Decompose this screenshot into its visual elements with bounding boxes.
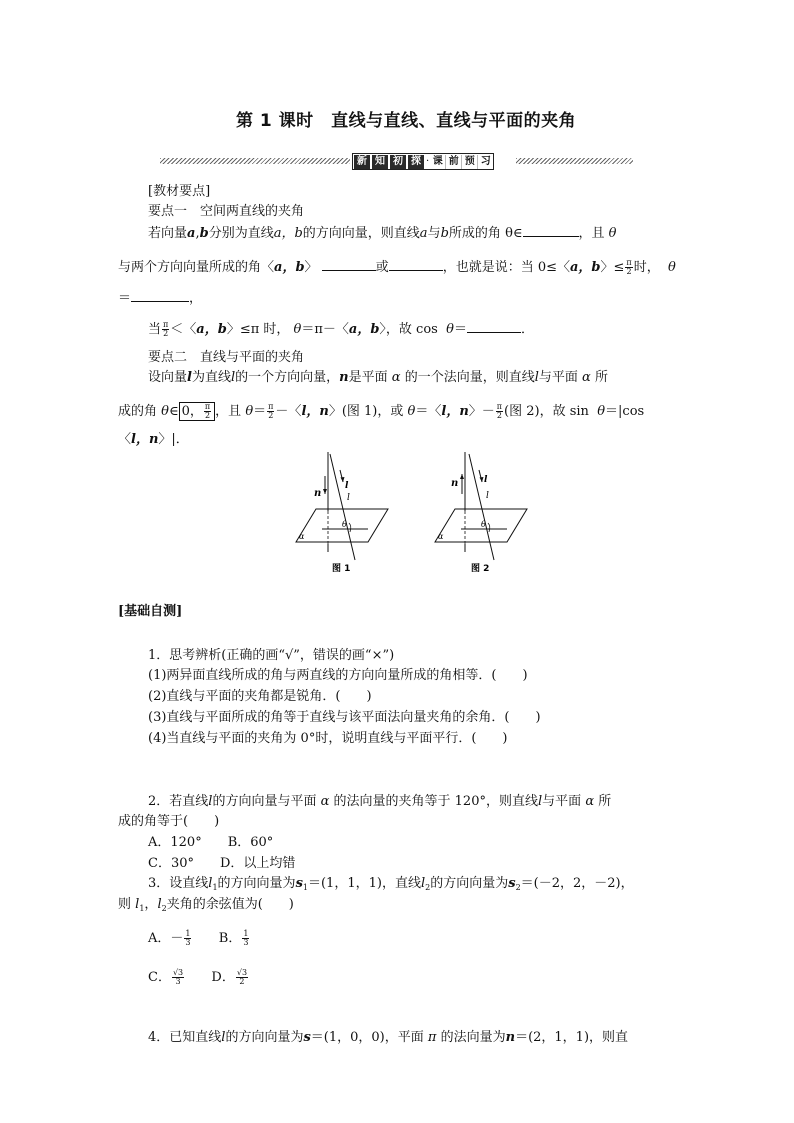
figure-label-alpha: α bbox=[438, 532, 444, 541]
banner-char: 知 bbox=[372, 155, 388, 169]
section-heading: [教材要点] bbox=[148, 184, 211, 199]
page-title: 第 1 课时 直线与直线、直线与平面的夹角 bbox=[236, 111, 577, 131]
para-line: 设向量l为直线l的一个方向向量，n是平面 α 的一个法向量，则直线l与平面 α 所 bbox=[148, 370, 608, 385]
banner-char: 预 bbox=[462, 155, 478, 169]
fill-blank[interactable] bbox=[523, 224, 579, 237]
banner-char: 课 bbox=[430, 155, 446, 169]
para-line: 当 $\frac{\pi}{2}$ ＜〈a，b〉≤π 时， θ＝π－〈a，b〉，故 cos θ＝ ． bbox=[148, 320, 534, 338]
question-3-options: C． $\frac{√3}{3}$ D． $\frac{√3}{2}$ bbox=[148, 968, 248, 986]
banner-char: 新 bbox=[354, 155, 370, 169]
para-line: ＝ ， bbox=[118, 291, 203, 306]
figure-label-l: l bbox=[345, 481, 349, 491]
question-1-item: (4)当直线与平面的夹角为 0°时，说明直线与平面平行．( ) bbox=[148, 731, 508, 746]
fill-blank[interactable] bbox=[389, 258, 443, 271]
question-2-cont: 成的角等于( ) bbox=[118, 814, 220, 829]
banner-hatch-left bbox=[160, 158, 350, 164]
fill-blank[interactable] bbox=[467, 320, 521, 333]
banner-hatch-right bbox=[516, 158, 633, 164]
figure-caption: 图 1 bbox=[332, 564, 351, 574]
banner-char: 前 bbox=[446, 155, 462, 169]
figure-1 bbox=[292, 450, 392, 576]
question-3-options: A．－ $\frac{1}{3}$ B． $\frac{1}{3}$ bbox=[148, 929, 249, 947]
figure-label-alpha: α bbox=[299, 532, 305, 541]
fill-blank[interactable] bbox=[131, 289, 189, 302]
fraction-1-3: $\frac{1}{3}$ bbox=[243, 929, 249, 947]
question-2-options: C．30° D．以上均错 bbox=[148, 856, 296, 871]
banner-dot: · bbox=[426, 156, 430, 167]
para-line: 成的角 θ∈ 0， $\frac{\pi}{2}$ ，且 θ＝ $\frac{\pi}{2}$ －〈l，n〉(图 1)，或 θ＝〈l，n〉－ $\frac{\pi}{2}$ (图 2)，故 sin θ＝|cos bbox=[118, 402, 645, 420]
point-one-title: 要点一 空间两直线的夹角 bbox=[148, 204, 305, 219]
para-line: 〈l，n〉|． bbox=[118, 432, 189, 447]
figure-label-theta: θ bbox=[481, 520, 486, 529]
fraction-sqrt3-3: $\frac{√3}{3}$ bbox=[172, 968, 184, 986]
figure-label-theta: θ bbox=[342, 520, 347, 529]
question-1-item: (1)两异面直线所成的角与两直线的方向向量所成的角相等．( ) bbox=[148, 668, 528, 683]
figure-label-n: n bbox=[451, 478, 459, 489]
fraction-sqrt3-2: $\frac{√3}{2}$ bbox=[236, 968, 248, 986]
section-heading: [基础自测] bbox=[118, 604, 183, 619]
fill-blank[interactable] bbox=[322, 258, 376, 271]
figure-caption: 图 2 bbox=[471, 564, 490, 574]
question-4: 4．已知直线l的方向向量为s＝(1，0，0)，平面 π 的法向量为n＝(2，1，1)，则直 bbox=[148, 1030, 629, 1045]
banner-char: 初 bbox=[390, 155, 406, 169]
para-line: 与两个方向向量所成的角〈a，b〉 或 ，也就是说：当 0≤〈a，b〉≤ $\frac{\pi}{2}$ 时， θ bbox=[118, 258, 676, 276]
closed-interval: 0， $\frac{\pi}{2}$ bbox=[179, 402, 216, 421]
figure-label-l: l bbox=[347, 493, 350, 503]
point-two-title: 要点二 直线与平面的夹角 bbox=[148, 350, 305, 365]
figure-label-n: n bbox=[314, 488, 322, 499]
para-line: 若向量a,b分别为直线a，b的方向向量，则直线a与b所成的角 θ∈ ，且 θ bbox=[148, 226, 617, 241]
question-1-item: (2)直线与平面的夹角都是锐角．( ) bbox=[148, 689, 372, 704]
section-banner bbox=[352, 153, 494, 170]
fraction-1-3: $\frac{1}{3}$ bbox=[185, 929, 191, 947]
question-2: 2．若直线l的方向向量与平面 α 的法向量的夹角等于 120°，则直线l与平面 α 所 bbox=[148, 794, 612, 809]
figure-2 bbox=[431, 450, 531, 576]
figure-label-l: l bbox=[484, 475, 488, 485]
question-3: 3．设直线$l_1$的方向向量为$s_1=(1$，1，1)，直线$l_2$的方向向量为$s_2=(-2$，2，－2)， bbox=[148, 876, 634, 892]
fraction-pi-over-2: $\frac{\pi}{2}$ bbox=[163, 320, 169, 338]
question-2-options: A．120° B．60° bbox=[148, 835, 274, 850]
question-1-item: (3)直线与平面所成的角等于直线与该平面法向量夹角的余角．( ) bbox=[148, 710, 541, 725]
banner-char: 探 bbox=[408, 155, 424, 169]
banner-char: 习 bbox=[480, 155, 491, 167]
question-3-cont: 则 $l_1$，$l_2$夹角的余弦值为( ) bbox=[118, 897, 294, 913]
question-1: 1．思考辨析(正确的画“√”，错误的画“×”) bbox=[148, 648, 395, 663]
figure-label-l: l bbox=[486, 491, 489, 501]
fraction-pi-over-2: $\frac{\pi}{2}$ bbox=[626, 258, 632, 276]
